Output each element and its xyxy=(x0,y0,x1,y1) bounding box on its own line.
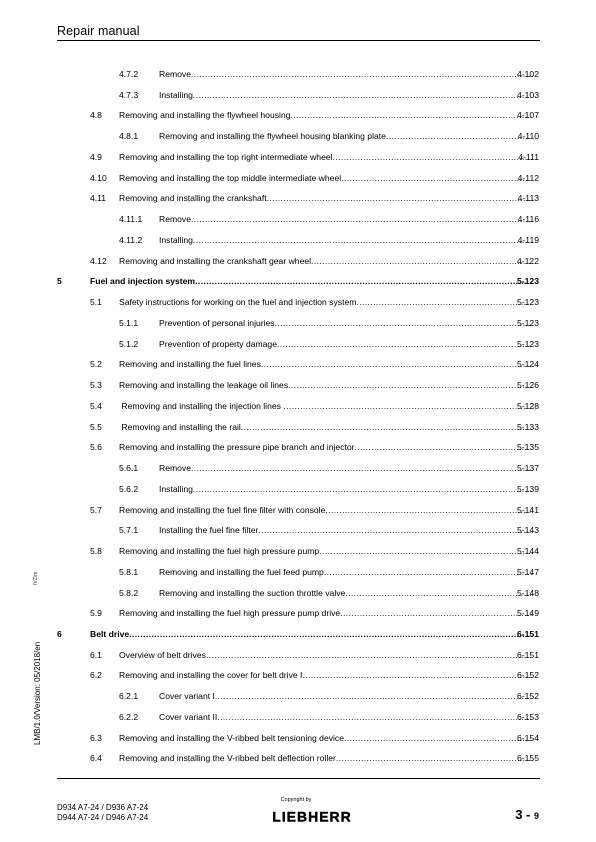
toc-entry[interactable] xyxy=(0,378,596,392)
toc-entry-page: 5-133 xyxy=(517,421,539,432)
toc-entry-title-leader xyxy=(159,129,533,143)
toc-entry-number: 4.11 xyxy=(90,193,107,204)
toc-entry-title: Removing and installing the leakage oil lines xyxy=(119,380,289,391)
liebherr-logo xyxy=(268,808,356,824)
toc-entry-title-leader xyxy=(119,544,533,558)
toc-entry-page: 6-155 xyxy=(517,753,539,764)
toc-entry-page: 4-112 xyxy=(517,172,539,183)
toc-entry-title-leader xyxy=(119,440,533,454)
toc-entry-title: Fuel and injection system xyxy=(90,276,196,287)
toc-entry-number: 5.7 xyxy=(90,504,102,515)
toc-entry-number: 5.7.1 xyxy=(119,525,139,536)
toc-entry[interactable] xyxy=(0,295,596,309)
toc-entry-number: 5.6.1 xyxy=(119,463,139,474)
toc-entry-number: 6.4 xyxy=(90,753,102,764)
toc-entry-page: 6-151 xyxy=(517,649,539,660)
toc-entry-number: 5.1.1 xyxy=(119,317,139,328)
toc-entry-page: 4-122 xyxy=(517,255,539,266)
toc-entry-page: 5-139 xyxy=(517,483,539,494)
toc-entry[interactable] xyxy=(0,482,596,496)
toc-entry[interactable] xyxy=(0,420,596,434)
toc-entry-title: Cover variant II xyxy=(159,711,218,722)
toc-entry[interactable] xyxy=(0,648,596,662)
toc-entry-number: 4.11.2 xyxy=(119,234,143,245)
toc-entry-number: 5.8.1 xyxy=(119,566,139,577)
toc-entry-title: Removing and installing the crankshaft xyxy=(119,193,267,204)
toc-entry-page: 4-102 xyxy=(517,69,539,79)
toc-entry-page: 6-152 xyxy=(517,691,539,702)
toc-entry-title-leader xyxy=(119,357,533,371)
toc-entry-title-leader xyxy=(90,627,533,641)
toc-entry-title: Overview of belt drives xyxy=(119,649,206,660)
toc-entry-title-leader xyxy=(159,233,533,247)
model-line-1: D934 A7-24 / D936 A7-24 xyxy=(57,803,149,812)
toc-entry-page: 5-124 xyxy=(517,359,539,370)
toc-entry-page: 4-107 xyxy=(517,110,539,121)
toc-entry-title-leader xyxy=(119,191,533,205)
toc-entry[interactable] xyxy=(0,67,596,81)
toc-entry[interactable] xyxy=(0,108,596,122)
toc-entry-number: 6.1 xyxy=(90,649,102,660)
toc-entry[interactable] xyxy=(0,523,596,537)
toc-entry-number: 4.12 xyxy=(90,255,107,266)
version-label: LMB/1.0/Version: 05/2018/en xyxy=(33,641,42,745)
toc-entry[interactable] xyxy=(0,150,596,164)
toc-entry-number: 4.10 xyxy=(90,172,107,183)
toc-entry-number: 5.6.2 xyxy=(119,483,139,494)
toc-entry-page: 5-148 xyxy=(517,587,539,598)
toc-entry-page: 5-135 xyxy=(517,442,539,453)
toc-entry-page: 5-137 xyxy=(517,463,539,474)
toc-entry-title: Installing the fuel fine filter xyxy=(159,525,259,536)
model-list xyxy=(57,803,148,823)
toc-entry-title-leader xyxy=(119,668,533,682)
toc-entry-title-leader xyxy=(159,482,533,496)
toc-entry-title: Removing and installing the suction throttle valve xyxy=(159,587,346,598)
toc-entry-page: 5-123 xyxy=(517,276,539,287)
toc-entry[interactable] xyxy=(0,461,596,475)
toc-entry-title: Removing and installing the pressure pipe branch and injector xyxy=(119,442,355,453)
toc-entry-title-leader xyxy=(119,150,533,164)
toc-entry[interactable] xyxy=(0,544,596,558)
toc-entry-page: 5-147 xyxy=(517,566,539,577)
toc-entry-number: 5.6 xyxy=(90,442,102,453)
toc-entry-title: Remove xyxy=(159,214,191,225)
toc-entry-number: 6.2 xyxy=(90,670,102,681)
toc-entry-title: Prevention of property damage xyxy=(159,338,277,349)
toc-entry-title-leader xyxy=(159,316,533,330)
toc-entry[interactable] xyxy=(0,606,596,620)
toc-entry-title: Removing and installing the fuel feed pump xyxy=(159,566,324,577)
toc-entry-title: Removing and installing the V-ribbed belt deflection roller xyxy=(119,753,336,764)
toc-entry-page: 5-123 xyxy=(517,338,539,349)
toc-entry-title-leader xyxy=(119,420,533,434)
toc-entry-title: Removing and installing the flywheel housing blanking plate xyxy=(159,131,386,142)
toc-entry-number: 6.2.1 xyxy=(119,691,139,702)
toc-entry-title-leader xyxy=(159,710,533,724)
toc-entry-title: Removing and installing the fuel fine filter with console xyxy=(119,504,326,515)
toc-entry-page: 5-141 xyxy=(517,504,539,515)
toc-entry[interactable] xyxy=(0,710,596,724)
toc-entry-number: 6 xyxy=(57,628,62,639)
toc-entry-number: 5.9 xyxy=(90,608,102,619)
toc-entry-title-leader xyxy=(159,337,533,351)
page-number xyxy=(515,807,539,822)
toc-entry-number: 4.8 xyxy=(90,110,102,121)
toc-entry-page: 6-151 xyxy=(517,628,539,639)
toc-entry-number: 4.11.1 xyxy=(119,214,143,225)
toc-entry-title: Removing and installing the top right intermediate wheel xyxy=(119,151,333,162)
toc-entry-number: 5 xyxy=(57,276,62,287)
toc-entry-number: 4.9 xyxy=(90,151,102,162)
toc-chapter-entry[interactable] xyxy=(0,274,596,288)
model-line-2: D944 A7-24 / D946 A7-24 xyxy=(57,813,149,822)
toc-entry-number: 5.2 xyxy=(90,359,102,370)
toc-entry-title-leader xyxy=(119,648,533,662)
toc-entry[interactable] xyxy=(0,503,596,517)
toc-entry[interactable] xyxy=(0,233,596,247)
toc-entry[interactable] xyxy=(0,88,596,102)
toc-entry-title: Safety instructions for working on the fuel and injection system xyxy=(119,297,357,308)
toc-entry-page: 5-126 xyxy=(517,380,539,391)
toc-entry-page: 5-143 xyxy=(517,525,539,536)
toc-entry[interactable] xyxy=(0,254,596,268)
toc-entry-title-leader xyxy=(159,565,533,579)
toc-entry[interactable] xyxy=(0,129,596,143)
toc-entry[interactable] xyxy=(0,440,596,454)
toc-entry-number: 5.8.2 xyxy=(119,587,139,598)
toc-entry-page: 5-149 xyxy=(517,608,539,619)
toc-entry-page: 5-128 xyxy=(517,400,539,411)
toc-entry-title: Remove xyxy=(159,463,191,474)
toc-entry[interactable] xyxy=(0,337,596,351)
toc-entry-title-leader xyxy=(159,88,533,102)
toc-entry[interactable] xyxy=(0,565,596,579)
toc-entry-title: Removing and installing the fuel high pressure pump xyxy=(119,546,320,557)
toc-entry-title: Removing and installing the rail xyxy=(119,421,241,432)
toc-entry-title-leader xyxy=(159,212,533,226)
toc-entry-number: 6.3 xyxy=(90,732,102,743)
toc-entry-number: 5.1 xyxy=(90,297,102,308)
toc-entry-title: Removing and installing the cover for belt drive I xyxy=(119,670,303,681)
toc-entry-title: Removing and installing the fuel lines xyxy=(119,359,261,370)
toc-entry-title: Removing and installing the injection lines xyxy=(119,400,284,411)
page-index: 9 xyxy=(533,811,539,821)
toc-entry-title-leader xyxy=(119,606,533,620)
side-code: IVZ/m xyxy=(33,571,39,585)
toc-entry[interactable] xyxy=(0,357,596,371)
toc-chapter-entry[interactable] xyxy=(0,627,596,641)
toc-entry-page: 4-116 xyxy=(517,214,539,225)
toc-entry-page: 4-113 xyxy=(517,193,539,204)
toc-entry-title: Removing and installing the crankshaft gear wheel xyxy=(119,255,312,266)
toc-entry-page: 4-103 xyxy=(517,89,539,100)
toc-entry-title-leader xyxy=(119,751,533,765)
toc-entry-page: 5-123 xyxy=(517,297,539,308)
toc-entry-title: Belt drive xyxy=(90,628,130,639)
toc-entry-number: 4.7.2 xyxy=(119,69,139,79)
toc-entry-title-leader xyxy=(119,295,533,309)
toc-entry-title: Installing xyxy=(159,483,193,494)
toc-entry-title-leader xyxy=(90,274,533,288)
toc-entry-title-leader xyxy=(119,171,533,185)
toc-entry[interactable] xyxy=(0,751,596,765)
toc-entry-title-leader xyxy=(119,108,533,122)
toc-entry[interactable] xyxy=(0,212,596,226)
toc-entry-page: 5-144 xyxy=(517,546,539,557)
toc-entry-title-leader xyxy=(159,523,533,537)
copyright-label: Copyright by xyxy=(280,797,312,803)
toc-entry-page: 6-153 xyxy=(517,711,539,722)
toc-entry-title: Installing xyxy=(159,234,193,245)
toc-entry-title-leader xyxy=(119,254,533,268)
footer-divider xyxy=(57,778,540,779)
toc-entry-page: 5-123 xyxy=(517,317,539,328)
toc-entry-title: Cover variant I xyxy=(159,691,215,702)
toc-entry-title: Removing and installing the flywheel housing xyxy=(119,110,291,121)
toc-entry-number: 5.3 xyxy=(90,380,102,391)
toc-entry-title: Removing and installing the V-ribbed belt tensioning device xyxy=(119,732,345,743)
toc-entry[interactable] xyxy=(0,171,596,185)
toc-entry-title: Installing xyxy=(159,89,193,100)
toc-entry-page: 4-110 xyxy=(517,131,539,142)
toc-entry-title-leader xyxy=(159,586,533,600)
toc-entry-title-leader xyxy=(119,378,533,392)
toc-entry[interactable] xyxy=(0,668,596,682)
logo-text: LIEBHERR xyxy=(272,808,352,824)
toc-entry-number: 5.5 xyxy=(90,421,102,432)
toc-entry-number: 6.2.2 xyxy=(119,711,139,722)
toc-entry[interactable] xyxy=(0,731,596,745)
toc-entry-number: 4.8.1 xyxy=(119,131,139,142)
toc-entry-title-leader xyxy=(159,67,533,81)
toc-entry[interactable] xyxy=(0,689,596,703)
toc-entry-number: 5.4 xyxy=(90,400,102,411)
toc-entry[interactable] xyxy=(0,191,596,205)
toc-entry-title-leader xyxy=(119,399,533,413)
page-chapter: 3 - xyxy=(515,807,531,822)
toc-entry-title: Removing and installing the top middle intermediate wheel xyxy=(119,172,342,183)
toc-entry-number: 5.1.2 xyxy=(119,338,139,349)
toc-entry-title: Prevention of personal injuries xyxy=(159,317,275,328)
toc-entry-title-leader xyxy=(159,461,533,475)
toc-entry[interactable] xyxy=(0,586,596,600)
toc-entry-page: 4-119 xyxy=(517,234,539,245)
toc-entry-title: Remove xyxy=(159,69,191,79)
toc-entry-page: 6-152 xyxy=(517,670,539,681)
toc-entry-title: Removing and installing the fuel high pressure pump drive xyxy=(119,608,341,619)
toc-entry-title-leader xyxy=(119,503,533,517)
toc-entry-page: 6-154 xyxy=(517,732,539,743)
toc-entry-number: 4.7.3 xyxy=(119,89,139,100)
page-header-title: Repair manual xyxy=(57,24,140,38)
toc-entry[interactable] xyxy=(0,399,596,413)
toc-entry[interactable] xyxy=(0,316,596,330)
toc-entry-number: 5.8 xyxy=(90,546,102,557)
toc-entry-title-leader xyxy=(159,689,533,703)
toc-entry-title-leader xyxy=(119,731,533,745)
toc-entry-page: 4-111 xyxy=(518,151,539,162)
